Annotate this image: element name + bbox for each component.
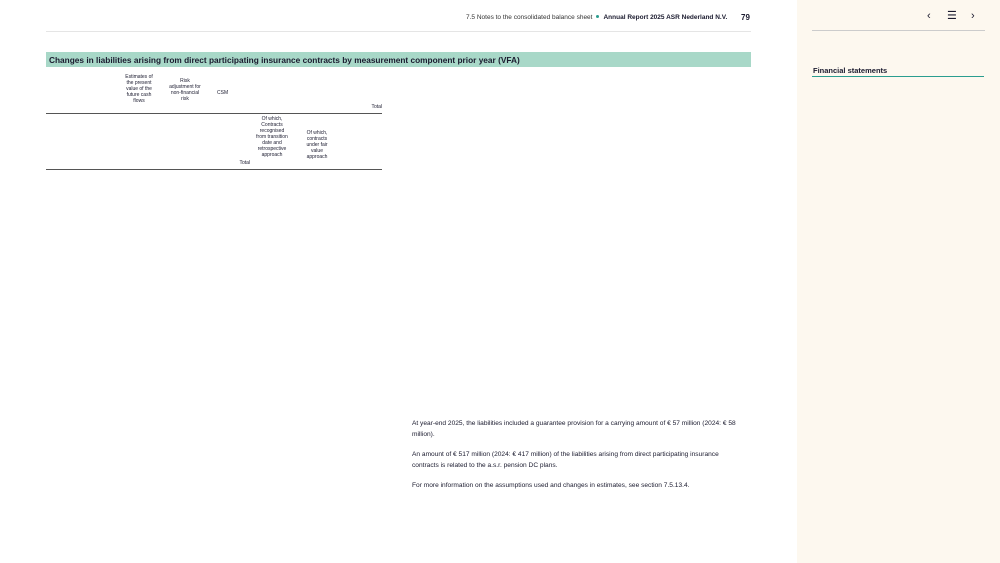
page-header bbox=[466, 14, 727, 21]
header-transition-approach-line: Contracts bbox=[261, 122, 283, 128]
header-risk-adjustment-line: adjustment for bbox=[169, 84, 201, 90]
header-transition-approach-line: from transition bbox=[256, 134, 288, 140]
header-pv-cash-flows bbox=[116, 74, 162, 104]
sidebar bbox=[797, 0, 1000, 563]
header-risk-adjustment-line: Risk bbox=[180, 78, 190, 84]
header-risk-adjustment bbox=[160, 78, 210, 102]
header-fair-value-approach-line: under fair bbox=[306, 142, 328, 148]
header-divider bbox=[46, 31, 751, 32]
header-pv-cash-flows-line: value of the bbox=[126, 86, 152, 92]
header-fair-value-approach bbox=[298, 130, 336, 160]
header-pv-cash-flows-line: the present bbox=[126, 80, 152, 86]
header-transition-approach-line: retrospective bbox=[257, 146, 287, 152]
header-risk-adjustment-line: non-financial bbox=[170, 90, 200, 96]
sidebar-divider bbox=[812, 30, 985, 31]
header-transition-approach-line: recognised bbox=[259, 128, 285, 134]
page-number: 79 bbox=[741, 13, 750, 22]
header-csm: CSM bbox=[217, 90, 229, 96]
sidebar-title[interactable]: Financial statements bbox=[813, 66, 888, 75]
header-rule-bottom bbox=[46, 169, 382, 170]
prev-page-icon[interactable]: ‹ bbox=[927, 10, 931, 22]
header-transition-approach-line: Of which, bbox=[261, 116, 283, 122]
header-fair-value-approach-line: Of which, bbox=[306, 130, 328, 136]
header-transition-approach bbox=[250, 116, 294, 158]
header-fair-value-approach-line: approach bbox=[306, 154, 328, 160]
header-transition-approach-line: date and bbox=[262, 140, 282, 146]
dot-separator-icon bbox=[596, 15, 599, 18]
menu-icon[interactable]: ☰ bbox=[947, 10, 957, 22]
header-total: Total bbox=[371, 104, 382, 110]
note-paragraph-guarantee: At year-end 2025, the liabilities included a guarantee provision for a carrying amount of € 57 million (2024: € 58 million). bbox=[412, 420, 736, 438]
note-paragraph-pension: An amount of € 517 million (2024: € 417 million) of the liabilities arising from direct participating insurance contracts is related to the a.s.r. pension DC plans. bbox=[412, 451, 719, 469]
note-paragraph-reference: For more information on the assumptions used and changes in estimates, see section 7.5.13.4. bbox=[412, 482, 690, 489]
header-section-link[interactable]: 7.5 Notes to the consolidated balance sheet bbox=[466, 14, 593, 21]
header-fair-value-approach-line: contracts bbox=[306, 136, 328, 142]
header-risk-adjustment-line: risk bbox=[181, 96, 189, 102]
header-report-title: Annual Report 2025 ASR Nederland N.V. bbox=[603, 14, 728, 21]
header-rule-top bbox=[46, 113, 382, 114]
header-subtotal: Total bbox=[239, 160, 250, 166]
header-transition-approach-line: approach bbox=[261, 152, 283, 158]
sidebar-title-rule bbox=[812, 76, 984, 77]
header-pv-cash-flows-line: flows bbox=[133, 98, 145, 104]
header-fair-value-approach-line: value bbox=[311, 148, 323, 154]
header-pv-cash-flows-line: Estimates of bbox=[125, 74, 153, 80]
next-page-icon[interactable]: › bbox=[971, 10, 975, 22]
table-title: Changes in liabilities arising from direct participating insurance contracts by measurement component prior year (VFA) bbox=[46, 52, 751, 67]
header-pv-cash-flows-line: future cash bbox=[126, 92, 152, 98]
